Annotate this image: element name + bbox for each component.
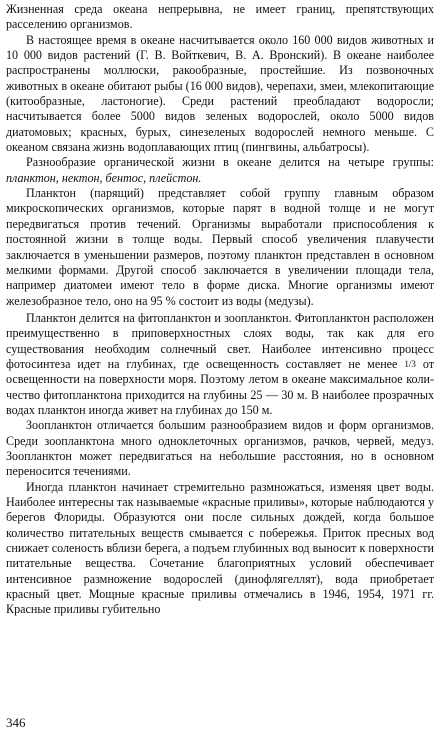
paragraph-groups xyxy=(6,155,434,186)
paragraph-red-tides: Иногда планктон начинает стремительно размножаться, изменяя цвет воды. Наиболее интересны так называемые «красные приливы», которые наблюдаются у берегов Флориды. Образуются они после сильных дождей, когда большое количество питательных веществ смывается с побережья. Приток пресных вод снижает соленость вблизи берега, а подъем глубинных вод выносит к поверхности питательные вещества. Сочетание благоприятных условий обеспечивает интенсивное размножение водорослей (динофлягеллят), вода приобретает красный цвет. Мощные красные приливы отмечались в 1946, 1954, 1971 гг. Красные приливы губительно xyxy=(6,479,434,617)
groups-terms: планктон, нектон, бентос, плейстон. xyxy=(6,170,202,185)
paragraph-intro: Жизненная среда океана непрерывна, не имеет границ, препятствующих расселению организмов. xyxy=(6,2,434,32)
paragraph-species-count: В настоящее время в океане насчитывается около 160 000 видов животных и 10 000 видов растений (Г. В. Войткевич, В. А. Вронский). В океане наиболее распространены моллюски, ракообразные, простейшие. Из позвоночных животных в океане обитают рыбы (16 000 видов), черепахи, змеи, млекопитающие (китообразные, ластоногие). Среди растений преобладают водоросли; насчитывается более 5000 видов зеленых водорослей, около 5000 видов диатомовых; красных, бурых, синезеленых водорослей немного меньше. С океаном связана жизнь водоплавающих птиц (пингвины, альбатросы). xyxy=(6,32,434,155)
paragraph-zooplankton: Зоопланктон отличается большим разнообразием видов и форм организмов. Среди зоопланктона много одноклеточных организмов, рачков, червей, медуз. Зоопланктон может передвигаться на небольшие расстояния, но в основном переносится течениями. xyxy=(6,418,434,479)
light-fraction: 1/3 xyxy=(404,358,416,369)
book-page xyxy=(6,2,434,737)
phytoplankton-text-after: от освещенности на поверхности моря. Поэтому летом в океане максимальное количество фитопланктона приходится на глубины 25 — 30 м. В наиболее прозрачных водах планктон иногда живет на глубинах до 150 м. xyxy=(6,356,434,417)
phytoplankton-text-before: Планктон делится на фитопланктон и зоопланктон. Фитопланктон расположен преимущественно в приповерхностных слоях воды, так как для его существования необходим солнечный свет. Наиболее интенсивно процесс фотосинтеза идет на глубинах, где освещенность составляет не менее xyxy=(6,310,434,371)
page-number: 346 xyxy=(6,715,26,730)
paragraph-plankton: Планктон (парящий) представляет собой группу главным образом микроскопических организмов, которые парят в водной толще и не могут передвигаться против течений. Организмы выработали приспособления к постоянной жизни в толще воды. Первый способ увеличения плавучести заключается в уменьшении размеров, поэтому планктон представлен в основном мелкими формами. Другой способ заключается в увеличении площади тела, например диатомеи имеют тело в форме диска. Многие организмы имеют железобразное тело, оно на 95 % состоит из воды (медузы). xyxy=(6,186,434,308)
paragraph-phytoplankton xyxy=(6,311,434,418)
groups-lead-text: Разнообразие органической жизни в океане делится на четыре группы: xyxy=(26,155,434,170)
